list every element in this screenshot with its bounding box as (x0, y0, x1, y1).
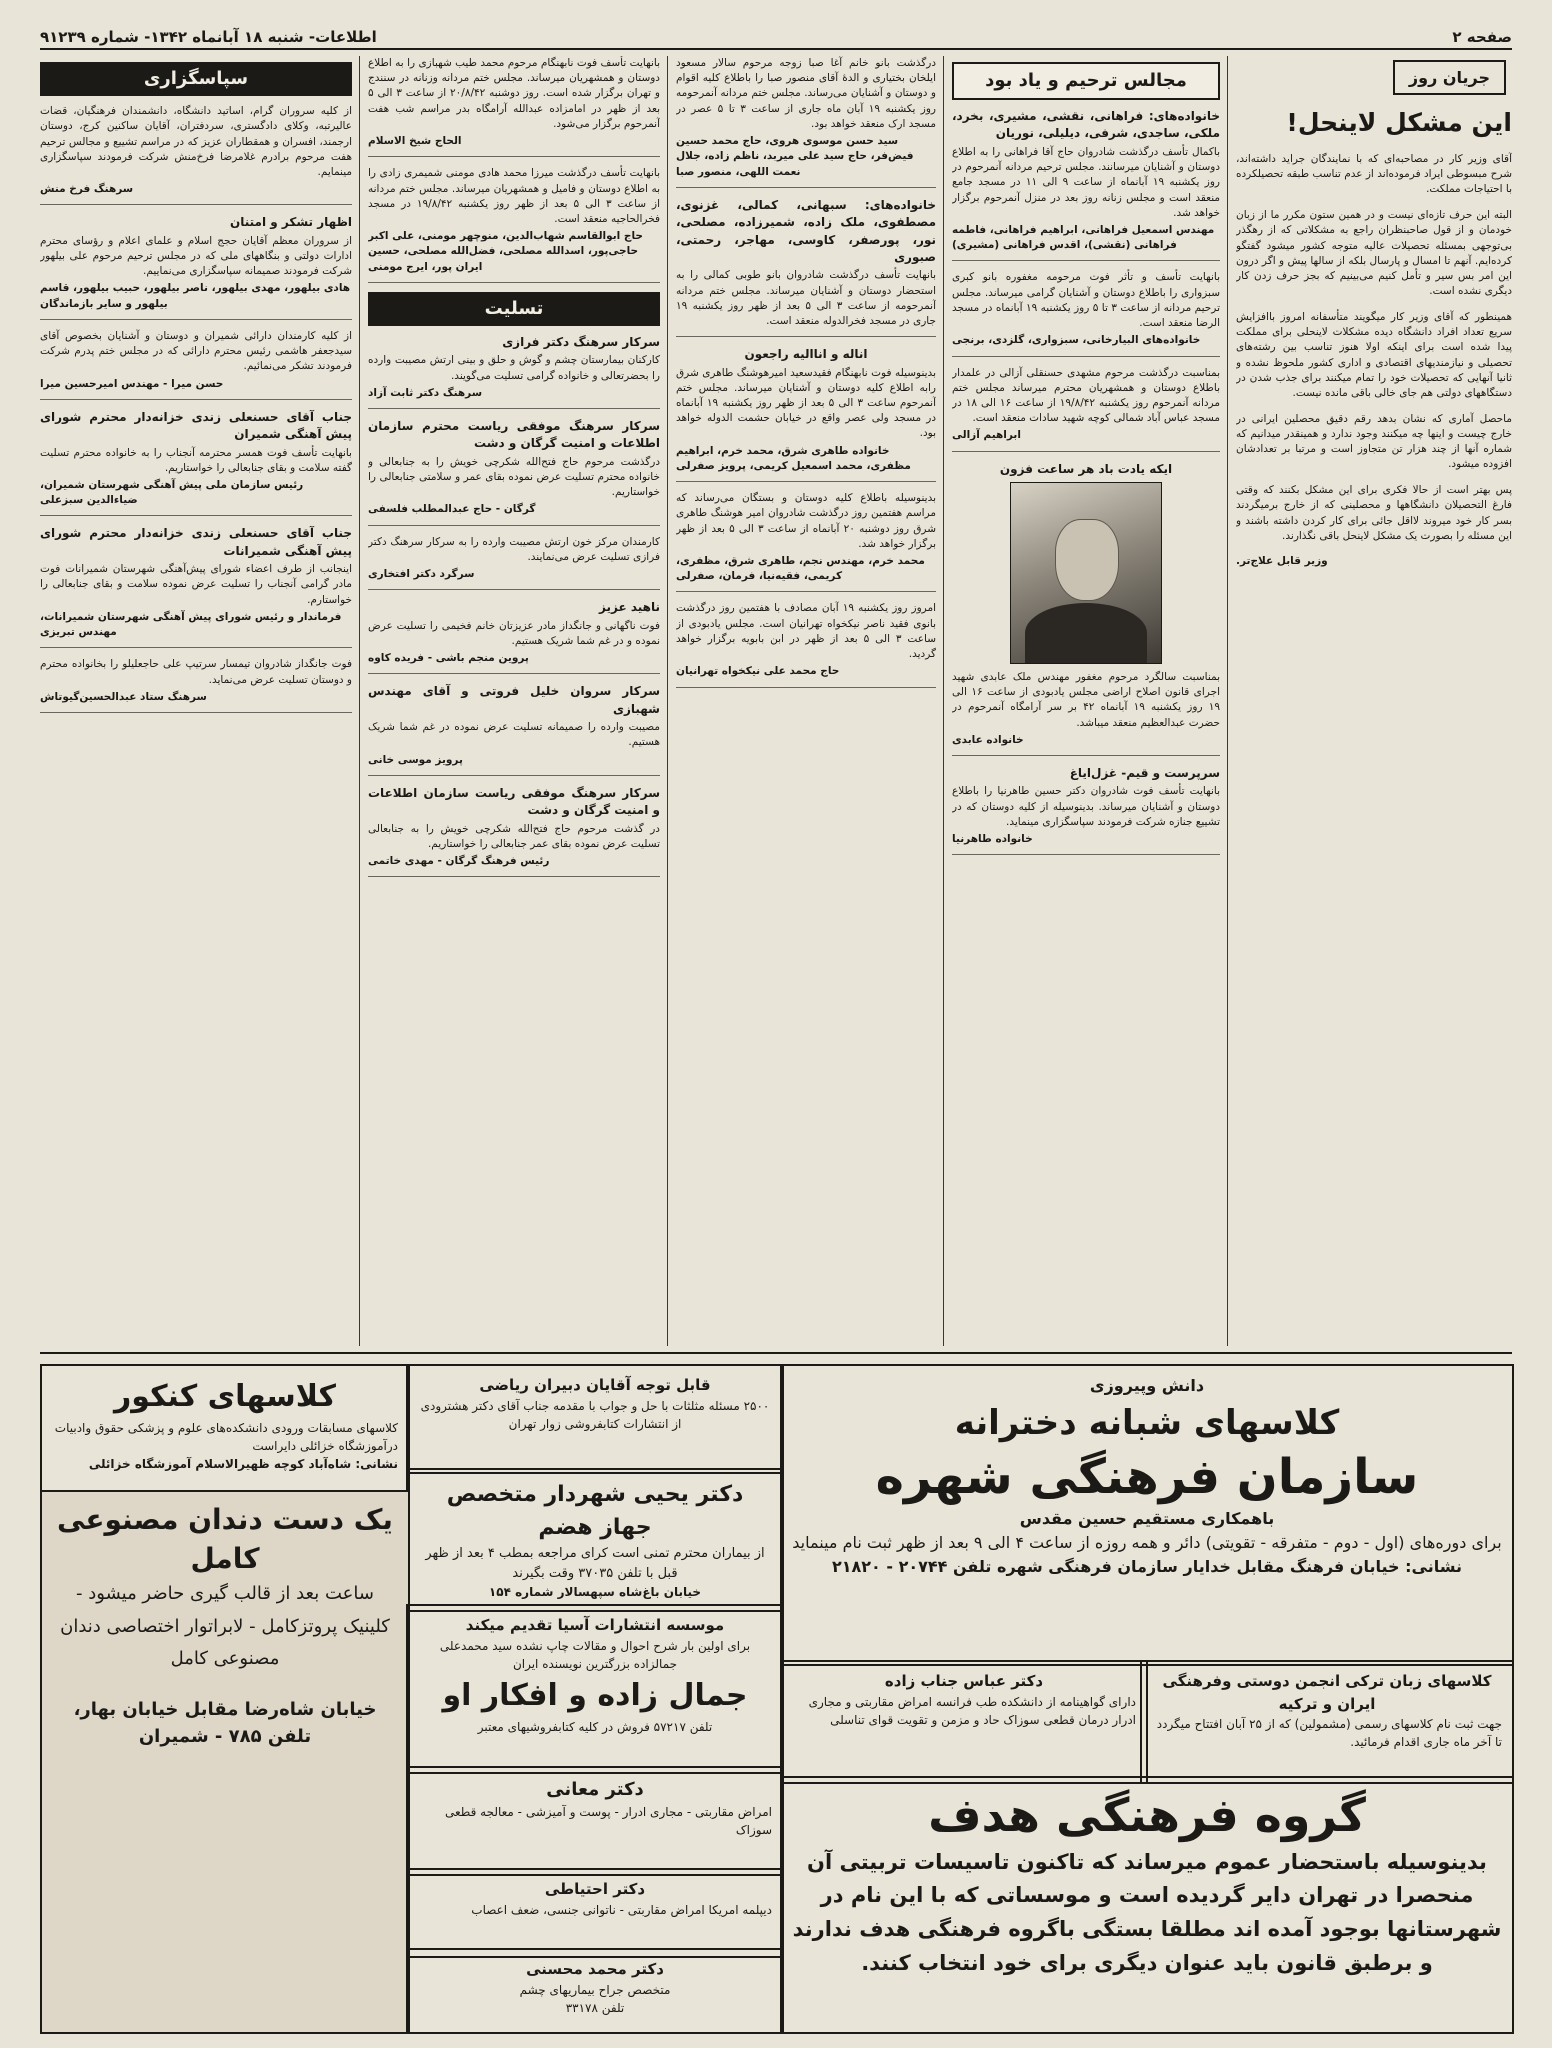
editorial-paragraph: همینطور که آقای وزیر کار میگویند متأسفانه امروز باافزایش سریع تعداد افراد دانشگاه دیده مشکلات لاینحلی برای مملکت پیدا شده است برای اینکه اولا هنوز تناسب بین رشته‌های تحصیلی و نیازمندیهای اقتصادی و اداری کشور ملحوظ نشده و ثانیا آنهایی که تحصیلات خود را تمام میکنند برای جذب شدن در دستگاههای دولتی هم جای خالی باقی مانده نیست. (1236, 310, 1512, 399)
condolence-banner: تسلیت (368, 292, 660, 326)
notice-heading: جناب آقای حسنعلی زندی خزانه‌دار محترم شورای پیش آهنگی شمیران (40, 409, 352, 442)
notice-body: از سروران معظم آقایان حجج اسلام و علمای اعلام و رؤسای محترم ادارات دولتی و بنگاههای ملی که در مجلس ترحیم مرحوم علی بیلهور شرکت فرمودند صمیمانه سپاسگزاری می‌نماییم. (40, 234, 352, 278)
notice-signature: خانواده عابدی (952, 733, 1024, 746)
notice-entry (368, 56, 660, 157)
notice-entry (368, 535, 660, 591)
notice-heading: سرکار سرهنگ موفقی ریاست محترم سازمان اطلاعات و امنیت گرگان و دشت (368, 418, 660, 451)
notice-body: درگذشت بانو خانم آغا صبا زوجه مرحوم سالار مسعود ایلخان بختیاری و الدهٔ آقای منصور صبا را باطلاع کلیه اقوام و دوستان و آشنایان می‌رساند. مجلس ختم مردانه آنمرحومه روز یکشنبه ۱۹ آبان ماه جاری از ساعت ۳ تا ۵ عصر در مسجد ارک منعقد خواهد بود. (676, 57, 936, 130)
notice-body: بدینوسیله فوت نابهنگام فقیدسعید امیرهوشنگ طاهری شرق رابه اطلاع کلیه دوستان و آشنایان میرساند. مجلس ختم آنمرحوم ساعت ۳ الی ۵ بعد از ظهر روز یکشنبه ۱۹ آبانماه در مسجد ولی عصر واقع در خیابان حشمت الدوله خواهد بود. (676, 366, 936, 440)
notice-body: بمناسبت سالگرد مرحوم مغفور مهندس ملک عابدی شهید اجرای قانون اصلاح اراضی مجلس یادبودی از ساعت ۱۶ الی ۱۹ روز یکشنبه ۱۹ آبانماه ۴۲ بر سر آرامگاه آنمرحوم در حضرت عبدالعظیم منعقد میباشد. (952, 670, 1220, 729)
ad-ehtiati-title: دکتر احتیاطی (544, 1880, 646, 1898)
notice-heading: ناهید عزیز (599, 600, 660, 615)
ad-danesh-title: کلاسهای شبانه دخترانه (954, 1403, 1340, 1443)
notice-entry (368, 334, 660, 409)
notice-signature: حسن میرا - مهندس امیرحسین میرا (40, 377, 224, 390)
notice-signature: گرگان - حاج عبدالمطلب فلسفی (368, 503, 536, 516)
memorials-banner: مجالس ترحیم و یاد بود (952, 62, 1220, 100)
notice-entry (952, 108, 1220, 261)
ad-danesh-org: سازمان فرهنگی شهره (875, 1449, 1419, 1505)
notice-entry (40, 104, 352, 205)
thanks-banner: سپاسگزاری (40, 62, 352, 96)
notice-body: باکمال تأسف درگذشت شادروان حاج آقا فراهانی را به اطلاع دوستان و آشنایان میرسانند. مجلس ترحیم مردانه آنمرحوم در روز یکشنبه ۱۹ آبانماه از ساعت ۹ الی ۱۱ در مسجد جامع منعقد است و مجلس زنانه روز بعد در منزل آنمرحوم برگزار خواهد شد. (952, 145, 1220, 219)
column-memorials (952, 56, 1220, 1346)
ad-shahrdar-address: خیابان باغ‌شاه سپهسالار شماره ۱۵۴ (488, 1585, 702, 1599)
notice-signature: حاج محمد علی نیکخواه تهرانیان (676, 665, 840, 678)
ad-asia-address: تلفن ۵۷۲۱۷ فروش در کلیه کتابفروشیهای معتبر (477, 1719, 713, 1734)
ad-konkur-text: کلاسهای مسابقات ورودی دانشکده‌های علوم و پزشکی حقوق وادبیات درآموزشگاه خزائلی دایراست (54, 1421, 398, 1453)
editorial-paragraph: پس بهتر است از حالا فکری برای این مشکل بکنند که وقتی فارغ التحصیلان دانشگاهها و محصلینی که از خارج برمیگردند بسر کار خود میروند لااقل جائی برای کار کردن داشته باشند و این مسئله را بصورت یک مشکل لاینحل باقی نگذارند. (1236, 484, 1512, 542)
ad-danesh-top: دانش وپیروزی (1089, 1376, 1205, 1395)
notice-entry (952, 270, 1220, 356)
notice-signature: الحاج شیخ الاسلام (368, 135, 462, 148)
column-obituaries (676, 56, 936, 1346)
notice-signature: سید حسن موسوی هروی، حاج محمد حسین فیض‌فر، حاج سید علی میربد، ناظم زاده، جلال نعمت اللهی، منصور صبا (676, 135, 914, 178)
notice-signature: حاج ابوالقاسم شهاب‌الدین، منوچهر مومنی، علی اکبر حاجی‌پور، اسدالله مصلحی، فضل‌الله مصلحی، حسین ایران پور، ایرج مومنی (368, 230, 643, 273)
notice-heading: خانواده‌های: فراهانی، نقشی، مشیری، بخرد، ملکی، ساجدی، شرفی، دیلیلی، نوریان (952, 109, 1220, 141)
notice-entry (368, 418, 660, 526)
notice-body: از کلیه سروران گرام، اساتید دانشگاه، دانشمندان فرهنگیان، قضات عالیرتبه، وکلای دادگستری، سردفتران، آقایان ساکنین کرج، دوستان ارجمند، افسران و همقطاران عزیز که در مراسم تشییع و مجالس ترحیم هفت مرحوم برادرم غلامرضا فرخ‌منش شرکت فرمودند سپاسگزاری مینمایم. (40, 105, 352, 178)
notice-entry (676, 491, 936, 592)
notice-entry (952, 461, 1220, 756)
notice-entry (368, 683, 660, 775)
notice-heading: سرکار سرهنگ دکتر فرازی (502, 334, 660, 349)
notice-body: بدینوسیله باطلاع کلیه دوستان و بستگان می‌رساند که مراسم هفتمین روز درگذشت شادروان امیر هوشنگ طاهری شرق روز دوشنبه ۲۰ آبانماه از ساعت ۳ الی ۵ بعد از ظهر برگزار خواهد شد. (676, 492, 936, 550)
ad-asia-text: برای اولین بار شرح احوال و مقالات چاپ نشده سید محمدعلی جمالزاده بزرگترین نویسنده ایران (439, 1638, 751, 1671)
notice-heading: سرپرست و قیم- غزل‌ایاغ (1069, 766, 1220, 781)
ad-ehtiati (406, 1868, 784, 1958)
column-rule (1227, 56, 1228, 1346)
notice-signature: رئیس سازمان ملی پیش آهنگی شهرستان شمیران، ضیاءالدین سبزعلی (40, 478, 304, 507)
notice-entry (40, 657, 352, 713)
notice-body: بانهایت تأسف فوت نابهنگام مرحوم محمد طیب شهبازی را به اطلاع دوستان و همشهریان میرساند. مجلس ختم مردانه وزنانه در سنندج و تهران برگزار شده است. روز دوشنبه ۲۰/۸/۴۲ از ساعت ۳ الی ۵ بعد از ظهر در امامزاده عبدالله آرامگاه بدر مراسم شب هفت آنمرحوم برگزار می‌شود. (368, 57, 660, 130)
ad-riazi-title: قابل توجه آقایان دبیران ریاضی (479, 1376, 711, 1394)
notice-body: بانهایت تأسف درگذشت میرزا محمد هادی مومنی شمیمری زادی را به اطلاع دوستان و فامیل و همشهریان میرساند. مجلس ختم مردانه از ساعت ۳ الی ۵ بعد از ظهر روز یکشنبه ۱۹/۸/۴۲ در مسجد فخرالحاجیه منعقد است. (368, 167, 660, 225)
notice-body: فوت ناگهانی و جانگداز مادر عزیزتان خانم فخیمی را تسلیت عرض نموده و در غم شما شریک هستیم. (368, 619, 660, 647)
notice-entry (40, 409, 352, 517)
notice-body: در گذشت مرحوم حاج فتح‌الله شکرچی خویش را به جنابعالی تسلیت عرض نموده بقای عمر جنابعالی را خواستاریم. (368, 822, 660, 850)
column-rule (667, 56, 668, 1346)
notice-body: اینجانب از طرف اعضاء شورای پیش‌آهنگی شهرستان شمیرانات فوت مادر گرامی آنجناب را تسلیت عرض نموده سلامت و بقای جنابعالی را خواستارم. (40, 563, 352, 606)
ad-shahrdar-title: دکتر یحیی شهردار متخصص جهاز هضم (446, 1482, 744, 1540)
ad-shahrdar (406, 1468, 784, 1612)
editorial-signature: وزیر قابل علاج‌تر. (1236, 555, 1328, 568)
ad-hadaf-text: بدینوسیله باستحضار عموم میرساند که تاکنون تاسیسات تربیتی آن منحصرا در تهران دایر گردیده است و موسساتی که با این نام در شهرستانها بوجود آمده اند مطلقا بستگی باگروه فرهنگی هدف ندارند و برطبق قانون باید عنوان دیگری برای خود انتخاب کنند. (792, 1849, 1502, 1975)
portrait-face (1055, 519, 1119, 601)
page-number: صفحه ۲ (1452, 28, 1512, 46)
section-badge: جریان روز (1393, 60, 1506, 95)
notice-body: کارکنان بیمارستان چشم و گوش و حلق و بینی ارتش مصیبت وارده را بحضرتعالی و خانواده گرامی تسلیت می‌گویند. (368, 354, 660, 382)
ad-riazi-text: ۲۵۰۰ مسئله مثلثات با حل و جواب با مقدمه جناب آقای دکتر هشترودی از انتشارات کتابفروشی زوار تهران (420, 1398, 770, 1431)
ad-dandan-address: خیابان شاه‌رضا مقابل خیابان بهار، تلفن ۷۸۵ - شمیران (73, 1698, 377, 1747)
notice-heading: اناله و اناالیه راجعون (744, 347, 868, 362)
notice-entry (676, 197, 936, 337)
ad-asia-title: موسسه انتشارات آسیا تقدیم میکند (465, 1616, 725, 1634)
notice-signature: ابراهیم آزالی (952, 429, 1021, 442)
column-thanks (40, 56, 352, 1346)
ad-konkur (40, 1364, 410, 1498)
notice-heading: سرکار سروان خلیل فروتی و آقای مهندس شهبازی (368, 684, 660, 716)
masthead (40, 26, 1512, 50)
notice-heading: سرکار سرهنگ موفقی ریاست سازمان اطلاعات و امنیت گرگان و دشت (368, 785, 660, 818)
notice-signature: پروین منجم باشی - فریده کاوه (368, 652, 529, 665)
ad-mani-text: امراض مقاربتی - مجاری ادرار - پوست و آمیزشی - معالجه قطعی سوزاک (444, 1805, 772, 1837)
ad-asia-book: جمال زاده و افکار او (442, 1677, 748, 1713)
ad-dr-jenabzadeh (780, 1660, 1148, 1784)
ad-zaban (1140, 1660, 1514, 1784)
notice-entry (40, 329, 352, 400)
portrait-photo (1010, 482, 1162, 664)
ad-dandan (40, 1490, 410, 2034)
ad-riazi (406, 1364, 784, 1474)
ad-mohseni-text: متخصص جراح بیماریهای چشم (519, 1982, 671, 1997)
ad-mohseni (406, 1948, 784, 2034)
notice-entry (952, 366, 1220, 452)
ad-danesh (780, 1364, 1514, 1666)
notice-body: فوت جانگداز شادروان تیمسار سرتیپ علی حاجعلیلو را بخانواده محترم و دوستان تسلیت عرض می‌نماید. (40, 658, 352, 686)
column-rule (943, 56, 944, 1346)
notice-body: مصیبت وارده را صمیمانه تسلیت عرض نموده در غم شما شریک هستیم. (368, 721, 660, 749)
notice-heading: جناب آقای حسنعلی زندی خزانه‌دار محترم شورای پیش آهنگی شمیرانات (40, 526, 352, 558)
ad-mani-title: دکتر معانی (546, 1779, 644, 1800)
notice-body: بمناسبت درگذشت مرحوم مشهدی حسنقلی آزالی در علمدار باطلاع دوستان و همشهریان محترم میرساند مجلس ختم مردانه آنمرحوم روز یکشنبه ۱۹/۸/۴۲ از ساعت ۱۶ الی ۱۸ در مسجد عباس آباد شمالی کوچه شهید سادات منعقد است. (952, 366, 1220, 425)
ad-zaban-title: کلاسهای زبان ترکی انجمن دوستی وفرهنگی ایران و ترکیه (1162, 1672, 1492, 1713)
notice-body: بانهایت تأسف فوت شادروان دکتر حسین طاهرنیا را باطلاع دوستان و آشنایان میرساند. بدینوسیله از کلیه دوستان که در تشییع جنازه شرکت فرمودند سپاسگزاری مینماید. (952, 785, 1220, 828)
notice-signature: سرهنگ فرخ منش (40, 183, 134, 196)
notice-heading: خانواده‌های: سبهانی، کمالی، غزنوی، مصطفوی، ملک زاده، شمیرزاده، مصلحی، نور، پورصفر، کاوسی، مهاجر، رحمتی، صبوری (676, 197, 936, 264)
notice-entry (676, 601, 936, 687)
notice-body: کارمندان مرکز خون ارتش مصیبت وارده را به سرکار سرهنگ دکتر فرازی تسلیت عرض می‌نمایند. (368, 535, 660, 563)
notice-signature: خانواده طاهرنیا (952, 833, 1033, 846)
ad-danesh-sub: باهمکاری مستقیم حسین مقدس (1019, 1508, 1275, 1528)
notice-entry (368, 166, 660, 283)
ad-konkur-title: کلاسهای کنکور (114, 1379, 336, 1414)
ad-dandan-title: یک دست دندان مصنوعی کامل (57, 1503, 393, 1576)
notice-heading: اظهار تشکر و امتنان (230, 215, 352, 230)
ad-shahrdar-text: از بیماران محترم تمنی است کرای مراجعه بمطب ۴ بعد از ظهر قبل با تلفن ۳۷۰۳۵ وقت بگیرند (425, 1546, 765, 1581)
notice-entry (40, 214, 352, 319)
ad-danesh-text: برای دوره‌های (اول - دوم - متفرقه - تقویتی) دائر و همه روزه از ساعت ۴ الی ۹ بعد از ظهر ثبت نام مینماید (792, 1532, 1502, 1552)
notice-entry (952, 765, 1220, 855)
column-condolences (368, 56, 660, 1346)
notice-signature: رئیس فرهنگ گرگان - مهدی خاتمی (368, 855, 550, 867)
notice-body: بانهایت تأسف فوت همسر محترمه آنجناب را به خانواده محترم تسلیت گفته سلامت و بقای جنابعالی را خواستاریم. (40, 446, 352, 474)
notice-signature: محمد خرم، مهندس نجم، طاهری شرق، مظفری، کریمی، فقیه‌نیا، فرمان، صفرلی (676, 554, 925, 583)
ad-hadaf-title: گروه فرهنگی هدف (928, 1788, 1366, 1842)
notice-signature: سرهنگ ستاد عبدالحسین‌گیوتاش (40, 690, 207, 703)
portrait-suit (1025, 603, 1147, 663)
ad-zaban-text: جهت ثبت نام کلاسهای رسمی (مشمولین) که از ۲۵ آبان افتتاح میگردد تا آخر ماه جاری اقدام فرمائید. (1156, 1717, 1502, 1749)
notice-signature: خانواده طاهری شرق، محمد خرم، ابراهیم مظفری، محمد اسمعیل کریمی، پرویز صفرلی (676, 444, 911, 472)
editorial-paragraph: آقای وزیر کار در مصاحبه‌ای که با نمایندگان جراید داشته‌اند، شرح مبسوطی ایراد فرموده‌اند از عدم تناسب طبقه تحصیلکرده با احتیاجات مملکت. (1236, 152, 1512, 196)
notice-signature: خانواده‌های البیارخانی، سبزواری، گلزدی، برنجی (952, 334, 1201, 347)
notice-entry (368, 785, 660, 877)
column-editorial (1236, 56, 1512, 1346)
notice-body: بانهایت تأسف و تأثر فوت مرحومه مغفوره بانو کبری سبزواری را باطلاع دوستان و آشنایان گرامی میرساند. مجلس ترحیم مردانه از ساعت ۳ تا ۵ روز یکشنبه ۱۹ آبانماه در مسجد الرضا منعقد است. (952, 271, 1220, 330)
ad-mani (406, 1766, 784, 1876)
ad-mohseni-address: تلفن ۳۳۱۷۸ (565, 2000, 625, 2015)
editorial-paragraph: ماحصل آماری که نشان بدهد رقم دقیق محصلین ایرانی در خارج چیست و اینها چه میکنند وجود ندارد و همینقدر میدانیم که شماره آنها از چند هزار تن متجاوز است و مرتبا بر تعدادشان افزوده میشود. (1236, 412, 1512, 471)
issue-info: اطلاعات- شنبه ۱۸ آبانماه ۱۳۴۲- شماره ۹۱۲۳۹ (40, 28, 377, 46)
notice-signature: مهندس اسمعیل فراهانی، ابراهیم فراهانی، فاطمه فراهانی (نقشی)، اقدس فراهانی (مشیری) (952, 223, 1215, 252)
column-rule (359, 56, 360, 1346)
notice-heading: ایکه یادت باد هر ساعت فزون (999, 461, 1173, 476)
notice-signature: پرویز موسی خانی (368, 753, 463, 766)
ad-hadaf (780, 1776, 1514, 2034)
notice-body: امروز روز یکشنبه ۱۹ آبان مصادف با هفتمین روز درگذشت بانوی فقید ناصر نیکخواه تهرانیان است. مجلس یادبودی از ساعت ۳ الی ۵ بعد از ظهر در ابن بابویه برگزار خواهد گردید. (676, 602, 936, 661)
notice-entry (40, 525, 352, 648)
section-divider (40, 1352, 1512, 1354)
notice-entry (676, 56, 936, 188)
notice-signature: سرهنگ دکتر ثابت آزاد (368, 386, 483, 399)
notice-body: از کلیه کارمندان دارائی شمیران و دوستان و آشنایان بخصوص آقای سیدجعفر هاشمی رئیس محترم دارائی که در مجلس ختم پدرم شرکت فرمودند تشکر می‌نمائیم. (40, 329, 352, 373)
ad-dandan-text: ساعت بعد از قالب گیری حاضر میشود - کلینیک پروتزکامل - لابراتوار اختصاصی دندان مصنوعی کامل (60, 1583, 390, 1670)
editorial-headline: این مشکل لاینحل! (1286, 108, 1512, 138)
ad-asia (406, 1604, 784, 1774)
ad-mohseni-title: دکتر محمد محسنی (526, 1960, 664, 1978)
ad-danesh-address: نشانی: خیابان فرهنگ مقابل خدایار سازمان فرهنگی شهره تلفن ۲۰۷۴۴ - ۲۱۸۲۰ (831, 1556, 1463, 1576)
notice-signature: هادی بیلهور، مهدی بیلهور، ناصر بیلهور، حبیب بیلهور، قاسم بیلهور و سایر بازماندگان (40, 282, 351, 310)
notice-entry (676, 346, 936, 482)
ad-dr-jenabzadeh-text: دارای گواهینامه از دانشکده طب فرانسه امراض مقاربتی و مجاری ادرار درمان قطعی سوزاک حاد و مزمن و تقویت قوای تناسلی (808, 1694, 1136, 1727)
notice-signature: سرگرد دکتر افتخاری (368, 568, 475, 581)
notice-body: درگذشت مرحوم حاج فتح‌الله شکرچی خویش را به جنابعالی و خانواده محترم تسلیت عرض نموده بقای عمر و سلامتی جنابعالی را خواستاریم. (368, 455, 660, 499)
ad-konkur-address: نشانی: شاه‌آباد کوچه ظهیرالاسلام آموزشگاه خزائلی (88, 1457, 398, 1471)
ad-dr-jenabzadeh-title: دکتر عباس جناب زاده (884, 1672, 1044, 1690)
notice-body: بانهایت تأسف درگذشت شادروان بانو طوبی کمالی را به استحضار دوستان و آشنایان میرساند. مجلس ختم مردانه آنمرحومه از ساعت ۳ الی ۵ بعد از ظهر روز یکشنبه ۱۹ جاری در مسجد فخرالدوله منعقد است. (676, 269, 936, 327)
ad-ehtiati-text: دیپلمه امریکا امراض مقاربتی - ناتوانی جنسی، ضعف اعصاب (471, 1902, 772, 1917)
notice-entry (368, 599, 660, 674)
notice-signature: فرماندار و رئیس شورای پیش آهنگی شهرستان شمیرانات، مهندس تبریزی (40, 610, 342, 639)
editorial-paragraph: البته این حرف تازه‌ای نیست و در همین ستون مکرر ما از زبان خودمان و از قول صاحبنظران راجع به مشکلاتی که از رهگذر بی‌توجهی بمسئله تحصیلات عالیه متوجه کشور میشود گفتگو کرده‌ایم. آنهم تا امسال و پارسال بلکه از سالها پیش و اگر درون این امر بس سیر و تأمل کنیم می‌بینیم که بجز حرف زدن کار دیگری نشده است. (1236, 209, 1512, 298)
